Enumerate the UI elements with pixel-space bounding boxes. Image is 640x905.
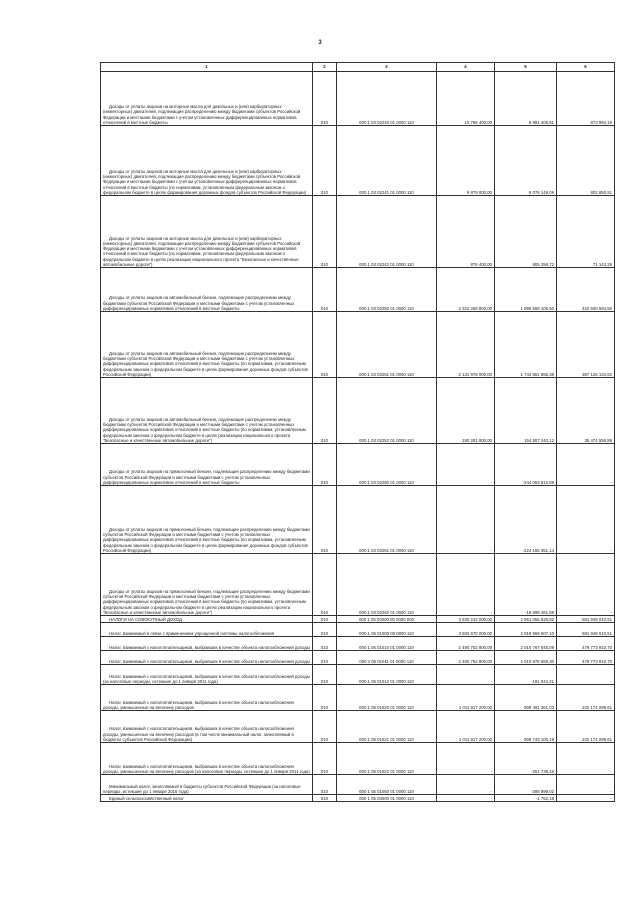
row-planned-amount: - — [437, 486, 495, 554]
row-executed-amount: 9 881 405,81 — [495, 72, 557, 126]
row-planned-amount: - — [437, 554, 495, 616]
table-row — [101, 554, 615, 616]
row-budget-code: 000 1 03 02261 01 0000 110 — [337, 486, 437, 554]
row-unexecuted-amount: - — [557, 665, 615, 685]
row-budget-code: 000 1 05 00000 00 0000 000 — [337, 616, 437, 623]
table-row — [101, 685, 615, 711]
row-line-code: 010 — [313, 72, 337, 126]
column-header-4: 4 — [437, 63, 495, 72]
row-executed-amount: 805 256,72 — [495, 196, 557, 268]
row-planned-amount: 3 502 670 000,00 — [437, 623, 495, 637]
table-row — [101, 312, 615, 378]
row-unexecuted-amount: - — [557, 444, 615, 486]
row-line-code: 010 — [313, 312, 337, 378]
row-unexecuted-amount: 873 994,19 — [557, 72, 615, 126]
row-planned-amount: - — [437, 795, 495, 802]
row-description: Доходы от уплаты акцизов на моторные масла для дизельных и (или) карбюраторных (инжекторных) двигателей, подлежащие распределению между бюджетами субъектов Российской Федерации и местными бюджетами с учетом установленных дифференцированных нормативов отчислений в местные бюджеты — [101, 72, 313, 126]
column-header-5: 5 — [495, 63, 557, 72]
table-row — [101, 72, 615, 126]
row-budget-code: 000 1 03 02251 01 0000 110 — [337, 312, 437, 378]
row-unexecuted-amount: - — [557, 486, 615, 554]
row-planned-amount: 9 879 000,00 — [437, 126, 495, 196]
row-description: Доходы от уплаты акцизов на автомобильный бензин, подлежащие распределению между бюджетами субъектов Российской Федерации и местными бюджетами с учетом установленных дифференцированных нормативов отчислений в местные бюджеты (по нормативам, установленным федеральным законом о федеральном бюджете в целях реализации национального проекта "Безопасные и качественные автомобильные дороги") — [101, 378, 313, 444]
row-executed-amount: 2 919 969 507,10 — [495, 623, 557, 637]
row-budget-code: 000 1 03 02242 01 0000 110 — [337, 196, 437, 268]
row-unexecuted-amount: - — [557, 775, 615, 795]
table-row — [101, 444, 615, 486]
table-body — [101, 72, 615, 802]
row-planned-amount: 10 756 400,00 — [437, 72, 495, 126]
row-executed-amount: 1 744 851 865,38 — [495, 312, 557, 378]
row-unexecuted-amount: 581 948 010,51 — [557, 623, 615, 637]
row-unexecuted-amount: 422 600 694,50 — [557, 268, 615, 312]
row-description: Доходы от уплаты акцизов на прямогонный бензин, подлежащие распределению между бюджетами субъектов Российской Федерации и местными бюджетами с учетом установленных дифференцированных нормативов отчислений в местные бюджеты (по нормативам, установленным федеральным законом о федеральном бюджете в целях формирования дорожных фондов субъектов Российской Федерации) — [101, 486, 313, 554]
row-budget-code: 000 1 05 01050 01 0000 110 — [337, 775, 437, 795]
table-row — [101, 268, 615, 312]
row-description: Доходы от уплаты акцизов на автомобильный бензин, подлежащие распределению между бюджетами субъектов Российской Федерации и местными бюджетами с учетом установленных дифференцированных нормативов отчислений в местные бюджеты (по нормативам, установленным федеральным законом о федеральном бюджете в целях формирования дорожных фондов субъектов Российской Федерации) — [101, 312, 313, 378]
row-executed-amount: -1 752,18 — [495, 795, 557, 802]
table-row — [101, 775, 615, 795]
row-description: Доходы от уплаты акцизов на автомобильный бензин, подлежащие распределению между бюджетами субъектов Российской Федерации и местными бюджетами с учетом установленных дифференцированных нормативов отчислений в местные бюджеты — [101, 268, 313, 312]
row-description: Налог, взимаемый с налогоплательщиков, выбравших в качестве объекта налогообложения доходы — [101, 637, 313, 651]
row-unexecuted-amount: 802 850,91 — [557, 126, 615, 196]
row-executed-amount: 909 491 361,03 — [495, 685, 557, 711]
row-line-code: 010 — [313, 444, 337, 486]
row-line-code: 010 — [313, 616, 337, 623]
row-budget-code: 000 1 05 01011 01 0000 110 — [337, 651, 437, 665]
row-unexecuted-amount: - — [557, 554, 615, 616]
table-row — [101, 651, 615, 665]
column-header-3: 3 — [337, 63, 437, 72]
row-planned-amount: 2 490 752 800,00 — [437, 651, 495, 665]
table-row — [101, 743, 615, 775]
row-planned-amount: 2 322 259 800,00 — [437, 268, 495, 312]
row-line-code: 010 — [313, 637, 337, 651]
row-budget-code: 000 1 03 02241 01 0000 110 — [337, 126, 437, 196]
row-budget-code: 000 1 05 01021 01 0000 110 — [337, 711, 437, 743]
row-budget-code: 000 1 03 02240 01 0000 110 — [337, 72, 437, 126]
column-header-2: 2 — [313, 63, 337, 72]
row-unexecuted-amount: - — [557, 743, 615, 775]
row-unexecuted-amount: 581 948 010,51 — [557, 616, 615, 623]
row-executed-amount: 9 076 149,09 — [495, 126, 557, 196]
row-line-code: 010 — [313, 685, 337, 711]
row-executed-amount: 1 899 559 105,50 — [495, 268, 557, 312]
column-header-6: 6 — [557, 63, 615, 72]
revenue-table — [100, 62, 615, 802]
row-planned-amount: - — [437, 444, 495, 486]
row-executed-amount: -191 844,21 — [495, 665, 557, 685]
row-line-code: 010 — [313, 486, 337, 554]
row-line-code: 010 — [313, 268, 337, 312]
row-description: Единый сельскохозяйственный налог — [101, 795, 313, 802]
column-header-1: 1 — [101, 63, 313, 72]
row-description: Доходы от уплаты акцизов на моторные масла для дизельных и (или) карбюраторных (инжекторных) двигателей, подлежащие распределению между бюджетами субъектов Российской Федерации и местными бюджетами с учетом установленных дифференцированных нормативов отчислений в местные бюджеты (по нормативам, установленным федеральным законом о федеральном бюджете в целях формирования дорожных фондов субъектов Российской Федерации) — [101, 126, 313, 196]
row-budget-code: 000 1 03 02260 01 0000 110 — [337, 444, 437, 486]
table-row — [101, 637, 615, 651]
row-description: Налог, взимаемый с налогоплательщиков, выбравших в качестве объекта налогообложения доходы, уменьшенные на величину расходов — [101, 685, 313, 711]
row-description: Налог, взимаемый с налогоплательщиков, выбравших в качестве объекта налогообложения доходы, уменьшенные на величину расходов (за налоговые периоды, истекшие до 1 января 2011 года) — [101, 743, 313, 775]
row-unexecuted-amount: 387 126 134,62 — [557, 312, 615, 378]
row-planned-amount: - — [437, 665, 495, 685]
row-description: Налог, взимаемый с налогоплательщиков, выбравших в качестве объекта налогообложения доходы — [101, 651, 313, 665]
column-number-row — [101, 63, 615, 72]
row-description: Доходы от уплаты акцизов на прямогонный бензин, подлежащие распределению между бюджетами субъектов Российской Федерации и местными бюджетами с учетом установленных дифференцированных нормативов отчислений в местные бюджеты — [101, 444, 313, 486]
row-planned-amount: 1 011 917 200,00 — [437, 685, 495, 711]
table-row — [101, 616, 615, 623]
row-planned-amount: 1 011 917 200,00 — [437, 711, 495, 743]
row-executed-amount: -224 155 351,14 — [495, 486, 557, 554]
row-executed-amount: -288 899,02 — [495, 775, 557, 795]
row-budget-code: 000 1 03 02262 01 0000 110 — [337, 554, 437, 616]
row-budget-code: 000 1 05 01010 01 0000 110 — [337, 637, 437, 651]
row-description: Минимальный налог, зачисляемый в бюджеты субъектов Российской Федерации (за налоговые периоды, истекшие до 1 января 2016 года) — [101, 775, 313, 795]
row-line-code: 010 — [313, 554, 337, 616]
row-unexecuted-amount: - — [557, 795, 615, 802]
row-executed-amount: 2 010 978 889,30 — [495, 651, 557, 665]
row-planned-amount: 876 400,00 — [437, 196, 495, 268]
row-unexecuted-amount: 71 143,28 — [557, 196, 615, 268]
row-budget-code: 000 1 03 02250 01 0000 110 — [337, 268, 437, 312]
row-line-code: 010 — [313, 651, 337, 665]
row-line-code: 010 — [313, 665, 337, 685]
page-number: 3 — [318, 40, 322, 46]
row-line-code: 010 — [313, 196, 337, 268]
row-planned-amount: 2 490 752 800,00 — [437, 637, 495, 651]
row-line-code: 010 — [313, 775, 337, 795]
table-row — [101, 795, 615, 802]
row-executed-amount: -251 739,16 — [495, 743, 557, 775]
row-line-code: 010 — [313, 795, 337, 802]
row-line-code: 010 — [313, 378, 337, 444]
row-unexecuted-amount: 479 773 910,70 — [557, 651, 615, 665]
row-unexecuted-amount: 479 773 910,70 — [557, 637, 615, 651]
row-executed-amount: 2 951 056 828,82 — [495, 616, 557, 623]
row-description: НАЛОГИ НА СОВОКУПНЫЙ ДОХОД — [101, 616, 313, 623]
row-unexecuted-amount: 102 174 099,61 — [557, 711, 615, 743]
row-budget-code: 000 1 05 01000 00 0000 110 — [337, 623, 437, 637]
row-unexecuted-amount: 102 174 099,61 — [557, 685, 615, 711]
row-description: Доходы от уплаты акцизов на моторные масла для дизельных и (или) карбюраторных (инжекторных) двигателей, подлежащие распределению между бюджетами субъектов Российской Федерации и местными бюджетами с учетом установленных дифференцированных нормативов отчислений в местные бюджеты (по нормативам, установленным федеральным законом о федеральном бюджете в целях реализации национального проекта "Безопасные и качественные автомобильные дороги") — [101, 196, 313, 268]
row-planned-amount: - — [437, 775, 495, 795]
table-row — [101, 623, 615, 637]
row-description: Налог, взимаемый в связи с применением упрощенной системы налогообложения — [101, 623, 313, 637]
row-executed-amount: 909 743 100,19 — [495, 711, 557, 743]
row-description: Налог, взимаемый с налогоплательщиков, выбравших в качестве объекта налогообложения доходы, уменьшенные на величину расходов (в том числе минимальный налог, зачисляемый в бюджеты субъектов Российской Федерации) — [101, 711, 313, 743]
row-planned-amount: - — [437, 743, 495, 775]
row-budget-code: 000 1 03 02252 01 0000 110 — [337, 378, 437, 444]
row-executed-amount: -19 898 461,55 — [495, 554, 557, 616]
table-row — [101, 126, 615, 196]
row-line-code: 010 — [313, 126, 337, 196]
table-row — [101, 486, 615, 554]
row-planned-amount: 3 530 242 000,00 — [437, 616, 495, 623]
row-planned-amount: 190 281 800,00 — [437, 378, 495, 444]
row-executed-amount: 154 807 240,12 — [495, 378, 557, 444]
row-budget-code: 000 1 05 01012 01 0000 110 — [337, 665, 437, 685]
row-line-code: 010 — [313, 711, 337, 743]
row-planned-amount: 2 131 978 000,00 — [437, 312, 495, 378]
row-description: Доходы от уплаты акцизов на прямогонный бензин, подлежащие распределению между бюджетами субъектов Российской Федерации и местными бюджетами с учетом установленных дифференцированных нормативов отчислений в местные бюджеты (по нормативам, установленным федеральным законом о федеральном бюджете в целях реализации национального проекта "Безопасные и качественные автомобильные дороги") — [101, 554, 313, 616]
row-executed-amount: 2 010 767 045,09 — [495, 637, 557, 651]
row-unexecuted-amount: 35 474 559,88 — [557, 378, 615, 444]
row-budget-code: 000 1 05 01020 01 0000 110 — [337, 685, 437, 711]
row-budget-code: 000 1 05 01022 01 0000 110 — [337, 743, 437, 775]
row-line-code: 010 — [313, 743, 337, 775]
row-description: Налог, взимаемый с налогоплательщиков, выбравших в качестве объекта налогообложения доходы (за налоговые периоды, истекшие до 1 января 2011 года) — [101, 665, 313, 685]
row-line-code: 010 — [313, 623, 337, 637]
table-row — [101, 711, 615, 743]
table-row — [101, 378, 615, 444]
row-budget-code: 000 1 05 03000 01 0000 110 — [337, 795, 437, 802]
table-row — [101, 196, 615, 268]
table-row — [101, 665, 615, 685]
row-executed-amount: -244 053 812,69 — [495, 444, 557, 486]
